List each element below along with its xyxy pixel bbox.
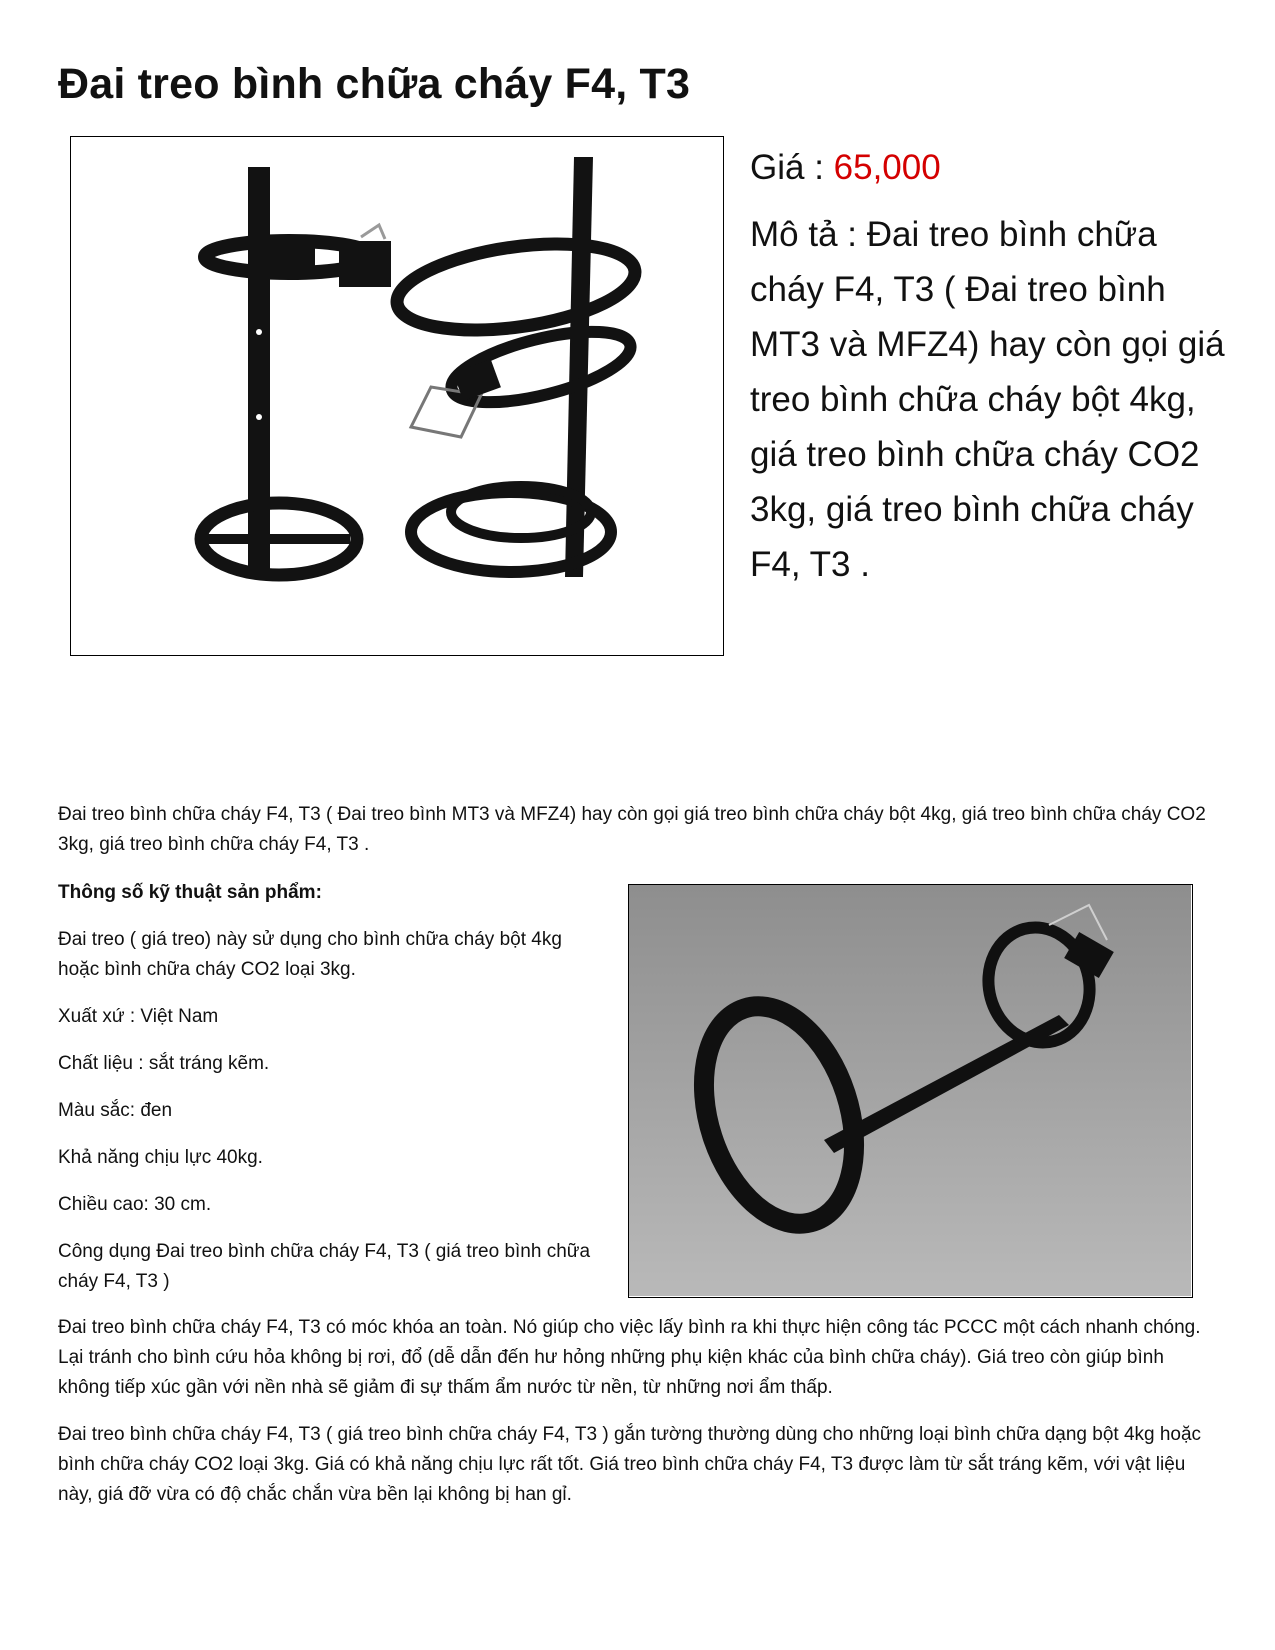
bracket-illustration: [71, 137, 722, 654]
material-paragraph: Đai treo bình chữa cháy F4, T3 ( giá treo bình chữa cháy F4, T3 ) gắn tường thường dùng cho những loại bình chữa dạng bột 4kg hoặc bình chữa cháy CO2 loại 3kg. Giá có khả năng chịu lực rất tốt. Giá treo bình chữa cháy F4, T3 được làm từ sắt tráng kẽm, với vật liệu này, giá đỡ vừa có độ chắc chắn vừa bền lại không bị han gỉ.: [58, 1424, 1202, 1505]
bracket-photo-illustration: [629, 885, 1191, 1296]
price-value: 65,000: [833, 148, 941, 187]
safety-paragraph: Đai treo bình chữa cháy F4, T3 có móc khóa an toàn. Nó giúp cho việc lấy bình ra khi thực hiện công tác PCCC một cách nhanh chóng. Lại tránh cho bình cứu hỏa không bị rơi, đổ (dễ dẫn đến hư hỏng những phụ kiện khác của bình chữa cháy). Giá treo còn giúp bình không tiếp xúc gần với nền nhà sẽ giảm đi sự thấm ẩm nước từ nền, từ những nơi ẩm thấp.: [58, 1317, 1201, 1398]
spec-purpose: Công dụng Đai treo bình chữa cháy F4, T3 ( giá treo bình chữa cháy F4, T3 ): [58, 1241, 591, 1292]
spec-origin: Xuất xứ : Việt Nam: [58, 1006, 219, 1027]
price-line: [750, 140, 1230, 195]
intro-paragraph: Đai treo bình chữa cháy F4, T3 ( Đai treo bình MT3 và MFZ4) hay còn gọi giá treo bình chữa cháy bột 4kg, giá treo bình chữa cháy CO2 3kg, giá treo bình chữa cháy F4, T3 .: [58, 804, 1206, 855]
short-description: Mô tả : Đai treo bình chữa cháy F4, T3 ( Đai treo bình MT3 và MFZ4) hay còn gọi giá treo bình chữa cháy bột 4kg, giá treo bình chữa cháy CO2 3kg, giá treo bình chữa cháy F4, T3 .: [750, 215, 1225, 584]
spec-material: Chất liệu : sắt tráng kẽm.: [58, 1053, 270, 1074]
spec-load: Khả năng chịu lực 40kg.: [58, 1147, 263, 1168]
spec-usage: Đai treo ( giá treo) này sử dụng cho bình chữa cháy bột 4kg hoặc bình chữa cháy CO2 loại 3kg.: [58, 929, 562, 980]
product-photo: [628, 884, 1193, 1298]
product-summary: [750, 140, 1230, 592]
price-label: Giá :: [750, 148, 834, 187]
spec-color: Màu sắc: đen: [58, 1100, 173, 1121]
spec-heading: Thông số kỹ thuật sản phẩm:: [58, 882, 322, 903]
spec-height: Chiều cao: 30 cm.: [58, 1194, 212, 1215]
product-image-two-brackets: [70, 136, 724, 656]
page-title: Đai treo bình chữa cháy F4, T3: [58, 60, 691, 108]
spec-list: [58, 878, 598, 1314]
